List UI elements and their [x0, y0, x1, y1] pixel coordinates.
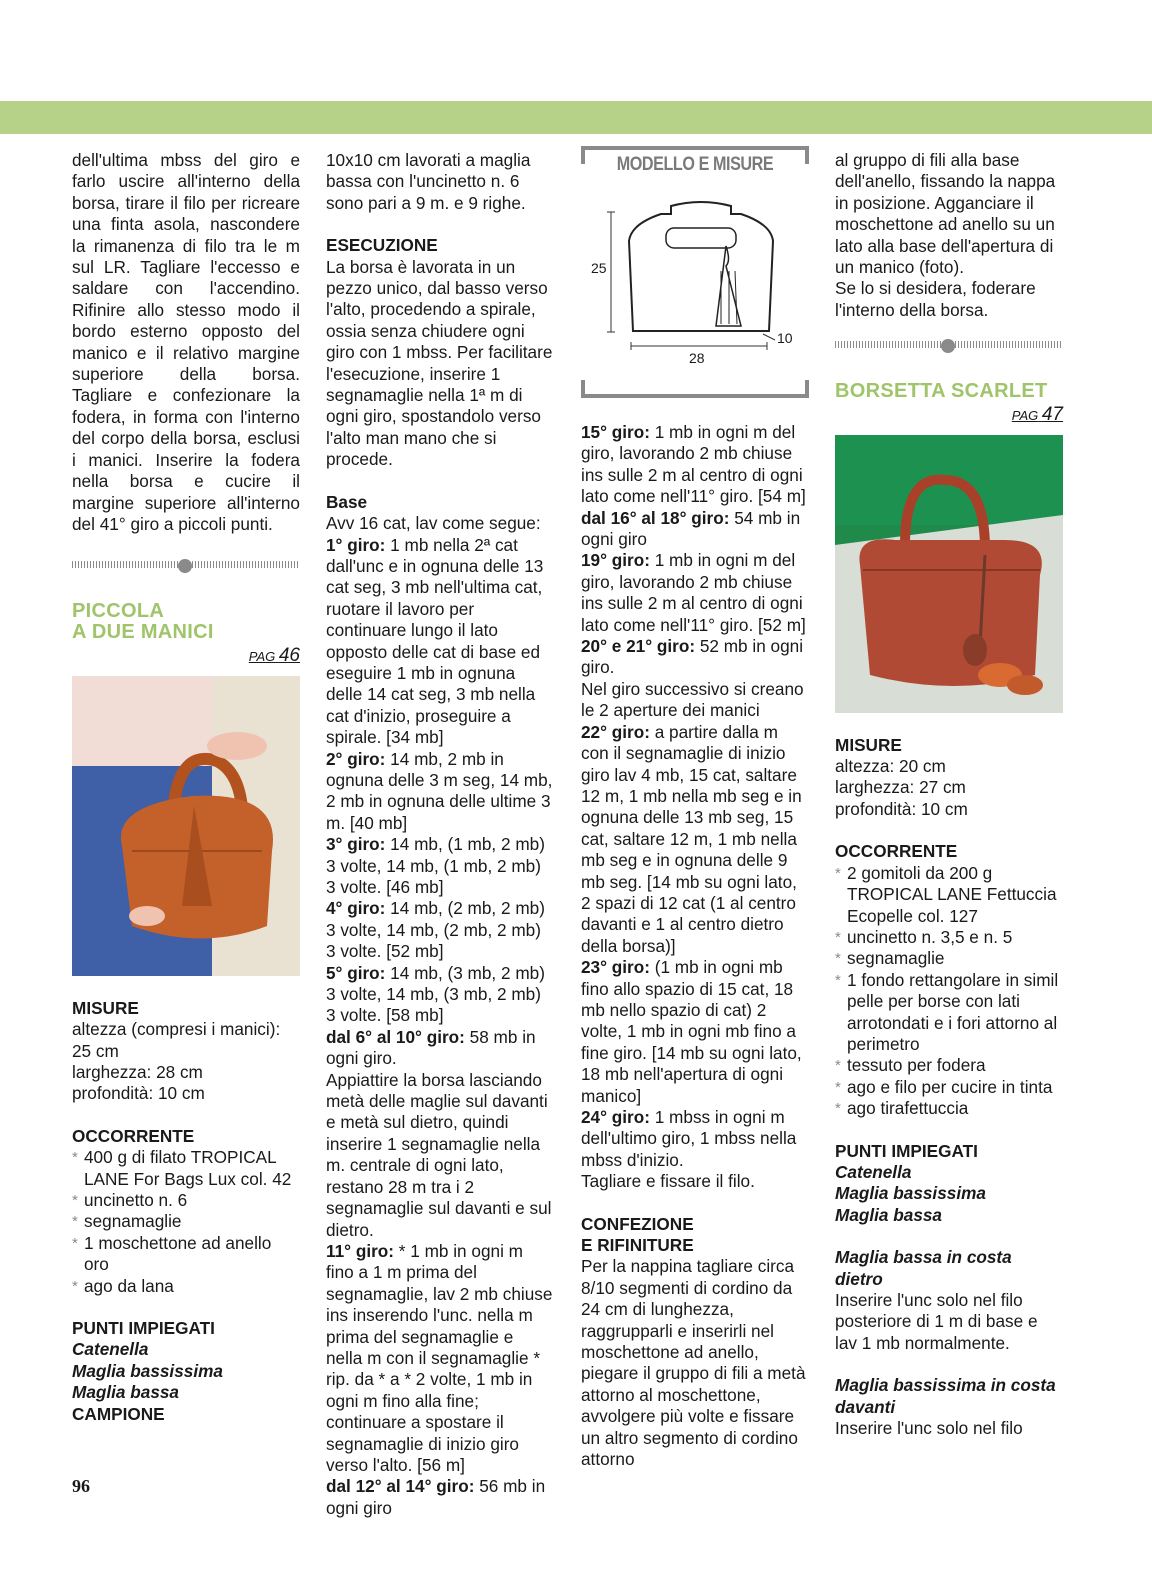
bag-photo-scarlet [835, 435, 1063, 713]
misure-3: profondità: 10 cm [835, 798, 968, 819]
list-item: * 400 g di filato TROPICAL LANE For Bags Lux col. 42 [72, 1147, 300, 1190]
confezione-text: Per la nappina tagliare circa 8/10 segmenti di cordino da 24 cm di lunghezza, raggrupparli e inserirli nel moschettone ad anello, piegare il gruppo di fili a metà attorno al moschettone, avvolgere più volte e fissare un altro segmento di cordino attorno [581, 1256, 806, 1470]
nel-giro-text: Nel giro successivo si creano le 2 aperture dei manici [581, 678, 804, 721]
list-item: * tessuto per fodera [835, 1055, 1063, 1076]
confezione-heading-2: E RIFINITURE [581, 1235, 694, 1256]
page-ref: PAG 46 [248, 645, 300, 667]
bag-photo-piccola [72, 676, 300, 976]
list-item: * uncinetto n. 3,5 e n. 5 [835, 927, 1063, 948]
punto: Maglia bassissima [835, 1183, 986, 1204]
round-24: 24° giro: 1 mbss in ogni m dell'ultimo giro, 1 mbss nella mbss d'inizio. [581, 1107, 797, 1170]
round-22: 22° giro: a partire dalla m con il segnamaglie di inizio giro lav 4 mb, 15 cat, saltare 12 m, 1 mb nella mb seg e in ognuna delle 13 mb seg, 15 cat, saltare 12 m, 1 mb nella mb seg e in ognuna delle 9 mb seg. [14 mb su ogni lato, 2 spazi di 12 cat (1 al centro davanti e 1 al centro dietro della borsa)] [581, 721, 802, 956]
esecuzione-heading: ESECUZIONE [326, 235, 438, 256]
round-19: 19° giro: 1 mb in ogni m del giro, lavorando 2 mb chiuse ins sulle 2 m al centro di ogni lato come nell'11° giro. [52 m] [581, 550, 806, 635]
base-text: Avv 16 cat, lav come segue: [326, 513, 541, 534]
round-16-18: dal 16° al 18° giro: 54 mb in ogni giro [581, 507, 801, 550]
round-5: 5° giro: 14 mb, (3 mb, 2 mb) 3 volte, 14 mb, (3 mb, 2 mb) 3 volte. [58 mb] [326, 962, 545, 1026]
title-piccola-line1: PICCOLA [72, 600, 165, 623]
misure-1: altezza (compresi i manici): 25 cm [72, 1019, 281, 1061]
round-12-14: dal 12° al 14° giro: 56 mb in ogni giro [326, 1476, 546, 1518]
round-23: 23° giro: (1 mb in ogni mb fino allo spazio di 15 cat, 18 mb nello spazio di cat) 2 volte, 1 mb in ogni mb fino a fine giro. [14 mb su ogni lato, 18 mb nell'apertura di ogni manico] [581, 957, 802, 1106]
list-item: * 1 moschettone ad anello oro [72, 1233, 300, 1276]
modello-diagram [581, 146, 809, 400]
appiattire-text: Appiattire la borsa lasciando metà delle maglie sul davanti e metà sul dietro, quindi inserire 1 segnamaglie nella m. centrale di ogni lato, restano 28 m tra i 2 segnamaglie sul davanti e sul dietro. [326, 1069, 552, 1240]
occorrente-list [835, 863, 1063, 1120]
divider [835, 337, 1063, 351]
round-15: 15° giro: 1 mb in ogni m del giro, lavorando 2 mb chiuse ins sulle 2 m al centro di ogni lato come nell'11° giro. [54 m] [581, 422, 806, 507]
base-heading: Base [326, 491, 368, 512]
column-3 [581, 150, 809, 1471]
costa-dietro-heading: Maglia bassa in costa dietro [835, 1247, 1012, 1289]
round-1: 1° giro: 1 mb nella 2ª cat dall'unc e in ognuna delle 13 cat seg, 3 mb nell'ultima cat, ruotare il lavoro per continuare lungo il lato opposto delle cat di base ed eseguire 1 mb in ognuna delle 14 cat seg, 3 mb nella cat d'inizio, proseguire a spirale. [34 mb] [326, 534, 544, 748]
title-piccola-line2: A DUE MANICI [72, 621, 214, 644]
punto: Maglia bassa [72, 1382, 179, 1403]
confezione-heading-1: CONFEZIONE [581, 1213, 694, 1234]
dim-depth: 10 [777, 330, 793, 346]
costa-davanti-heading: Maglia bassissima in costa davanti [835, 1375, 1056, 1417]
dim-width: 28 [689, 350, 705, 366]
col4-intro2: Se lo si desidera, foderare l'interno della borsa. [835, 278, 1036, 320]
col1-intro: dell'ultima mbss del giro e farlo uscire all'interno della borsa, tirare il filo per ricreare una finta asola, nascondere la rimanenza di filo tra le m sul LR. Tagliare l'eccesso e saldare con l'accendino. Rifinire allo stesso modo il bordo esterno opposto del manico e il relativo margine superiore della borsa. Tagliare e confezionare la fodera, in forma con l'interno del corpo della borsa, esclusi i manici. Inserire la fodera nella borsa e cucire il margine superiore all'interno del 41° giro a piccoli punti. [72, 150, 300, 534]
list-item: * uncinetto n. 6 [72, 1190, 300, 1211]
column-1 [72, 150, 300, 1425]
occorrente-heading: OCCORRENTE [835, 841, 958, 862]
misure-heading: MISURE [72, 997, 139, 1018]
page-ref: PAG 47 [1011, 404, 1063, 426]
costa-dietro-text: Inserire l'unc solo nel filo posteriore di 1 m di base e lav 1 mb normalmente. [835, 1290, 1038, 1353]
campione-heading: CAMPIONE [72, 1403, 165, 1424]
column-4 [835, 150, 1063, 1439]
punto: Catenella [835, 1161, 912, 1182]
list-item: * ago e filo per cucire in tinta [835, 1077, 1063, 1098]
list-item: * 2 gomitoli da 200 g TROPICAL LANE Fettuccia Ecopelle col. 127 [835, 863, 1063, 927]
misure-3: profondità: 10 cm [72, 1083, 205, 1104]
column-2 [326, 150, 554, 1519]
costa-davanti-text: Inserire l'unc solo nel filo [835, 1418, 1023, 1439]
punti-heading: PUNTI IMPIEGATI [72, 1318, 215, 1338]
dim-height: 25 [591, 260, 607, 276]
divider [72, 557, 300, 571]
punto: Maglia bassissima [72, 1360, 223, 1381]
punto: Maglia bassa [835, 1204, 942, 1225]
round-2: 2° giro: 14 mb, 2 mb in ognuna delle 3 m seg, 14 mb, 2 mb in ognuna delle ultime 3 m. [40 mb] [326, 748, 553, 833]
list-item: * ago da lana [72, 1276, 300, 1297]
misure-2: larghezza: 28 cm [72, 1061, 203, 1082]
punti-heading: PUNTI IMPIEGATI [835, 1140, 978, 1161]
esecuzione-text: La borsa è lavorata in un pezzo unico, dal basso verso l'alto, procedendo a spirale, ossia senza chiudere ogni giro con 1 mbss. Per facilitare l'esecuzione, inserire 1 segnamaglie nella 1ª m di ogni giro, spostandolo verso l'alto man mano che si procede. [326, 256, 553, 470]
campione-text: 10x10 cm lavorati a maglia bassa con l'uncinetto n. 6 sono pari a 9 m. e 9 righe. [326, 150, 531, 213]
col4-intro: al gruppo di fili alla base dell'anello, fissando la nappa in posizione. Agganciare il moschettone ad anello su un lato alla base dell'apertura di un manico (foto). [835, 150, 1056, 278]
header-band [0, 101, 1152, 134]
occorrente-list [72, 1147, 300, 1297]
round-20-21: 20° e 21° giro: 52 mb in ogni giro. [581, 636, 804, 678]
misure-heading: MISURE [835, 734, 902, 755]
punto: Catenella [72, 1339, 149, 1360]
tagliare-text: Tagliare e fissare il filo. [581, 1171, 755, 1192]
misure-2: larghezza: 27 cm [835, 777, 966, 798]
occorrente-heading: OCCORRENTE [72, 1125, 195, 1146]
round-4: 4° giro: 14 mb, (2 mb, 2 mb) 3 volte, 14 mb, (2 mb, 2 mb) 3 volte. [52 mb] [326, 898, 545, 962]
page-number: 96 [72, 1476, 90, 1496]
list-item: * 1 fondo rettangolare in simil pelle per borse con lati arrotondati e i fori attorno al perimetro [835, 970, 1063, 1056]
round-3: 3° giro: 14 mb, (1 mb, 2 mb) 3 volte, 14 mb, (1 mb, 2 mb) 3 volte. [46 mb] [326, 834, 545, 897]
list-item: * segnamaglie [835, 948, 1063, 969]
round-6-10: dal 6° al 10° giro: 58 mb in ogni giro. [326, 1026, 536, 1069]
round-11: 11° giro: * 1 mb in ogni m fino a 1 m prima del segnamaglie, lav 2 mb chiuse ins inserendo l'unc. nella m prima del segnamaglie e nella m con il segnamaglie * rip. da * a * 2 volte, 1 mb in ogni m fino alla fine; continuare a spostare il segnamaglie di inizio giro verso l'alto. [56 m] [326, 1240, 553, 1475]
list-item: * segnamaglie [72, 1211, 300, 1232]
list-item: * ago tirafettuccia [835, 1098, 1063, 1119]
diagram-title: MODELLO E MISURE [616, 154, 774, 175]
misure-1: altezza: 20 cm [835, 756, 946, 777]
title-scarlet: BORSETTA SCARLET [835, 380, 1048, 403]
